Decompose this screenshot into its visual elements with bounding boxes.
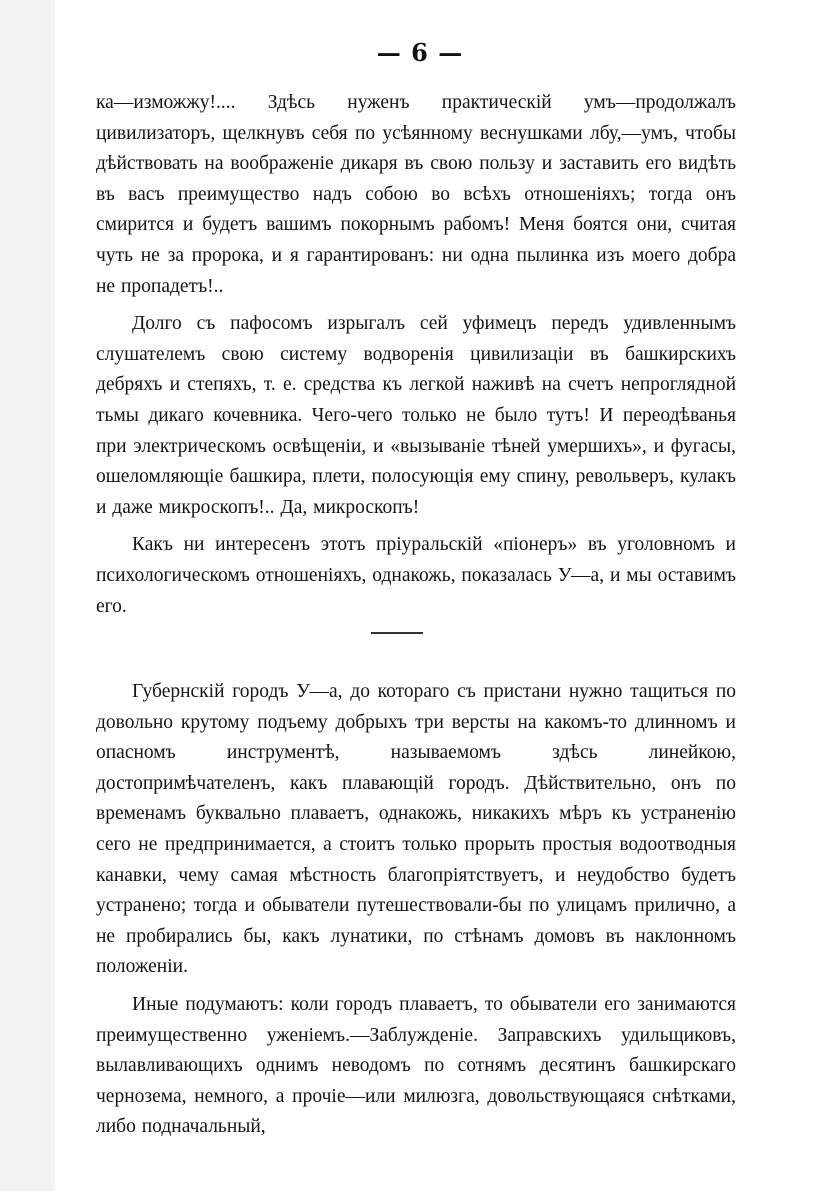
paragraph: Долго съ пафосомъ изрыгалъ сей уфимецъ передъ удивленнымъ слушателемъ свою систему водворенія цивилизаціи въ башкирскихъ дебряхъ и степяхъ, т. е. средства къ легкой наживѣ на счетъ непроглядной тьмы дикаго кочевника. Чего-чего только не было тутъ! И переодѣванья при электрическомъ освѣщеніи, и «вызываніе тѣней умершихъ», и фугасы, ошеломляющіе башкира, плети, полосующія ему спину, револьверъ, кулакъ и даже микроскопъ!.. Да, микроскопъ! xyxy=(96,313,736,518)
paragraph: Губернскій городъ У—а, до котораго съ пристани нужно тащиться по довольно крутому подъему добрыхъ три версты на какомъ-то длинномъ и опасномъ инструментѣ, называемомъ здѣсь линейкою, достопримѣчателенъ, какъ плавающій городъ. Дѣйствительно, онъ по временамъ буквально плаваетъ, однакожь, никакихъ мѣръ къ устраненію сего не предпринимается, а стоитъ только прорыть простыя водоотводныя канавки, чему самая мѣстность благопріятствуетъ, и неудобство будетъ устранено; тогда и обыватели путешествовали-бы по улицамъ прилично, а не пробирались бы, какъ лунатики, по стѣнамъ домовъ въ наклонномъ положеніи. xyxy=(96,681,736,978)
paragraph: Какъ ни интересенъ этотъ пріуральскій «піонеръ» въ уголовномъ и психологическомъ отношеніяхъ, однакожь, показалась У—а, и мы оставимъ его. xyxy=(96,534,736,617)
page-number: — 6 — xyxy=(376,38,464,67)
paragraph-continuation: ка—изможжу!.... Здѣсь нуженъ практическій умъ—продолжалъ цивилизаторъ, щелкнувъ себя по усѣянному веснушками лбу,—умъ, чтобы дѣйствовать на воображеніе дикаря въ свою пользу и заставить его видѣть въ васъ преимущество надъ собою во всѣхъ отношеніяхъ; тогда онъ смирится и будетъ вашимъ покорнымъ рабомъ! Меня боятся они, считая чуть не за пророка, и я гарантированъ: ни одна пылинка изъ моего добра не пропадетъ!.. xyxy=(96,92,736,297)
section-divider xyxy=(371,632,423,634)
paragraph: Иные подумаютъ: коли городъ плаваетъ, то обыватели его занимаются преимущественно уженіемъ.—Заблужденіе. Заправскихъ удильщиковъ, вылавливающихъ однимъ неводомъ по сотнямъ десятинъ башкирскаго чернозема, немного, а прочіе—или милюзга, довольствующаяся снѣтками, либо подначальный, xyxy=(96,993,736,1138)
text-section-1 xyxy=(96,88,736,622)
page-gutter-shadow xyxy=(0,0,55,1191)
text-section-2 xyxy=(96,677,736,1143)
